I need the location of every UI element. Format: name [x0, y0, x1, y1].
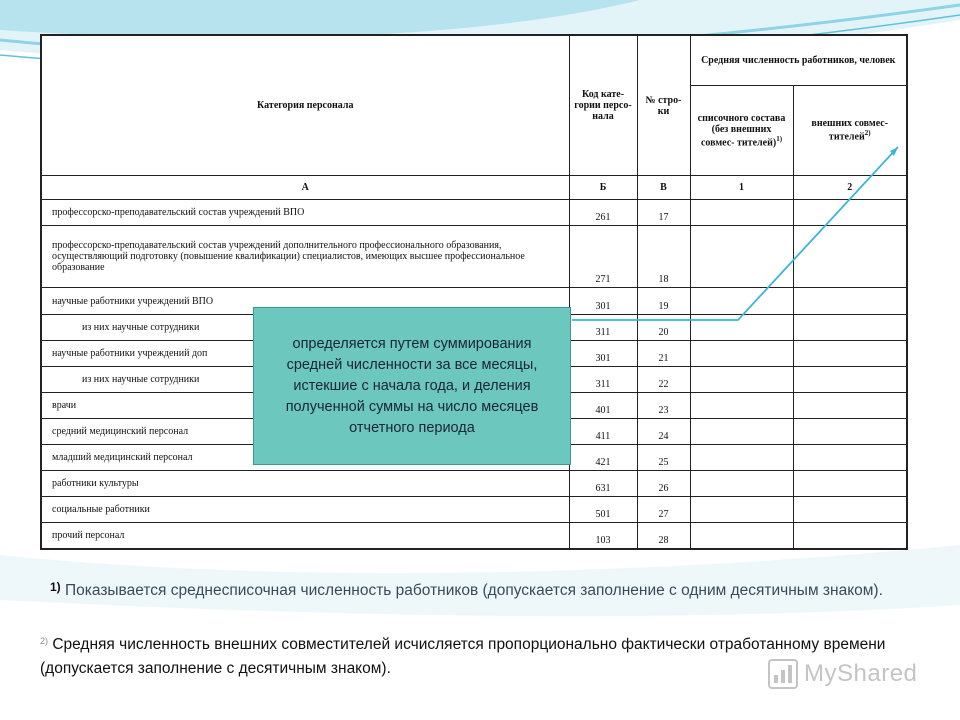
row-label: профессорско-преподавательский состав учреждений ВПО — [41, 200, 569, 226]
col-letter-v: В — [637, 176, 690, 200]
row-label: врачи — [41, 392, 569, 418]
table-row — [41, 497, 907, 523]
callout-box: определяется путем суммирования средней численности за все месяцы, истекшие с начала года, и деления полученной суммы на число месяцев отчетного периода — [253, 307, 571, 465]
footnote-1 — [50, 575, 910, 603]
col-letter-a: А — [41, 176, 569, 200]
row-code: 311 — [569, 314, 637, 340]
header-row-number: № стро- ки — [637, 35, 690, 176]
col-number-1: 1 — [690, 176, 793, 200]
table-row — [41, 226, 907, 288]
row-value-list-staff — [690, 497, 793, 523]
row-number: 17 — [637, 200, 690, 226]
col-letter-b: Б — [569, 176, 637, 200]
row-number: 27 — [637, 497, 690, 523]
row-label: профессорско-преподавательский состав учреждений дополнительного профессионального образования, осуществляющий подготовку (повышение квалификации) специалистов, имеющих высшее профессиональное образование — [41, 226, 569, 288]
row-code: 261 — [569, 200, 637, 226]
row-label: социальные работники — [41, 497, 569, 523]
row-code: 271 — [569, 226, 637, 288]
row-number: 18 — [637, 226, 690, 288]
row-number: 23 — [637, 392, 690, 418]
header-category: Категория персонала — [41, 35, 569, 176]
row-value-list-staff — [690, 523, 793, 549]
row-code: 401 — [569, 392, 637, 418]
row-value-external — [793, 418, 907, 444]
row-number: 26 — [637, 471, 690, 497]
row-value-list-staff — [690, 288, 793, 314]
row-value-list-staff — [690, 418, 793, 444]
row-value-external — [793, 445, 907, 471]
row-code: 631 — [569, 471, 637, 497]
row-number: 22 — [637, 366, 690, 392]
header-code: Код кате- гории персо- нала — [569, 35, 637, 176]
row-label: средний медицинский персонал — [41, 418, 569, 444]
footnote-ref-1: 1) — [776, 134, 783, 143]
header-average-group: Средняя численность работников, человек — [690, 35, 907, 85]
row-value-list-staff — [690, 366, 793, 392]
row-value-list-staff — [690, 340, 793, 366]
header-list-staff — [690, 85, 793, 175]
staff-table — [40, 34, 908, 550]
table-row — [41, 471, 907, 497]
brand-name: MyShared — [804, 660, 918, 687]
row-value-list-staff — [690, 200, 793, 226]
row-number: 20 — [637, 314, 690, 340]
table-row — [41, 200, 907, 226]
row-label: из них научные сотрудники — [41, 314, 569, 340]
col-number-2: 2 — [793, 176, 907, 200]
row-code: 501 — [569, 497, 637, 523]
row-value-external — [793, 200, 907, 226]
row-value-external — [793, 392, 907, 418]
row-label: научные работники учреждений ВПО — [41, 288, 569, 314]
footnote-ref-2: 2) — [864, 129, 871, 138]
staff-table-container — [40, 34, 908, 550]
row-number: 19 — [637, 288, 690, 314]
row-value-external — [793, 340, 907, 366]
row-value-list-staff — [690, 392, 793, 418]
row-value-external — [793, 497, 907, 523]
row-code: 421 — [569, 445, 637, 471]
row-value-external — [793, 314, 907, 340]
row-value-list-staff — [690, 445, 793, 471]
table-row — [41, 523, 907, 549]
row-value-external — [793, 226, 907, 288]
row-code: 103 — [569, 523, 637, 549]
row-value-list-staff — [690, 226, 793, 288]
footnote-2-marker: 2) — [40, 636, 49, 646]
row-label: работники культуры — [41, 471, 569, 497]
header-external — [793, 85, 907, 175]
row-value-list-staff — [690, 471, 793, 497]
row-value-external — [793, 366, 907, 392]
row-code: 411 — [569, 418, 637, 444]
row-value-external — [793, 471, 907, 497]
row-label: младший медицинский персонал — [41, 445, 569, 471]
row-code: 311 — [569, 366, 637, 392]
row-label: прочий персонал — [41, 523, 569, 549]
row-label: научные работники учреждений доп — [41, 340, 569, 366]
row-label: из них научные сотрудники — [41, 366, 569, 392]
footnote-1-text: Показывается среднесписочная численность работников (допускается заполнение с одним десятичным знаком). — [64, 582, 883, 599]
row-code: 301 — [569, 340, 637, 366]
row-value-list-staff — [690, 314, 793, 340]
myshared-watermark — [768, 656, 917, 692]
row-number: 24 — [637, 418, 690, 444]
row-number: 28 — [637, 523, 690, 549]
footnote-1-marker: 1) — [50, 580, 61, 594]
header-list-staff-text: списочного состава (без внешних совмес- тителей) — [697, 112, 786, 149]
footnote-2-text: Средняя численность внешних совместителей исчисляется пропорционально фактически отработанному времени (допускается заполнение с десятичным знаком). — [40, 636, 886, 677]
row-code: 301 — [569, 288, 637, 314]
header-external-text: внешних совмес- тителей — [811, 118, 889, 143]
row-value-external — [793, 523, 907, 549]
row-number: 21 — [637, 340, 690, 366]
myshared-logo-icon — [768, 659, 798, 689]
row-number: 25 — [637, 445, 690, 471]
row-value-external — [793, 288, 907, 314]
